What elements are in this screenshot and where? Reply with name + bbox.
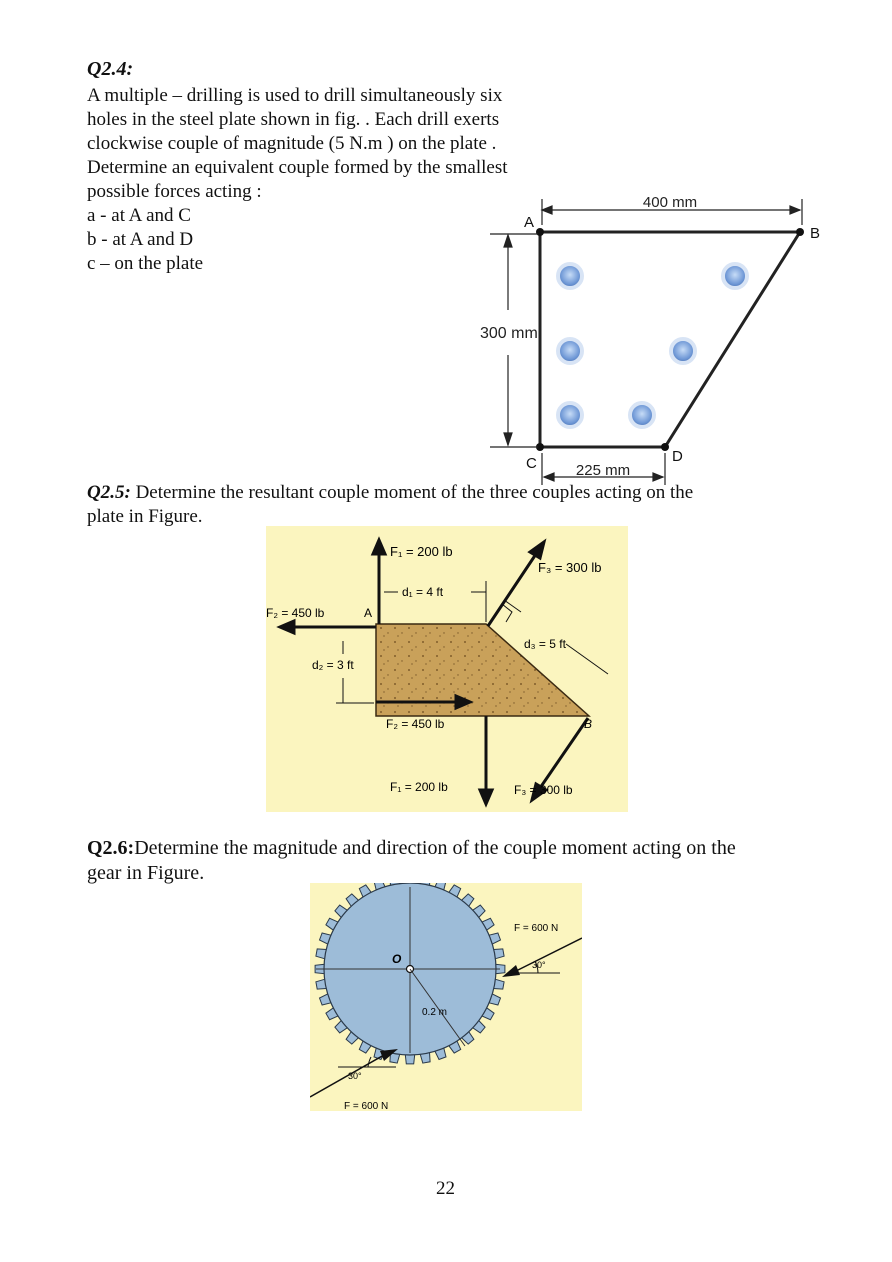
f1-bottom-label: F₁ = 200 lb bbox=[390, 780, 448, 794]
d1-label: d₁ = 4 ft bbox=[402, 585, 444, 599]
angle-top-label: 30° bbox=[532, 960, 546, 970]
d2-label: d₂ = 3 ft bbox=[312, 658, 354, 672]
force-bottom-label: F = 600 N bbox=[344, 1101, 389, 1111]
drill-hole bbox=[723, 264, 747, 288]
drill-hole bbox=[558, 403, 582, 427]
q26-text-line-1: Determine the magnitude and direction of the couple moment acting on the bbox=[134, 837, 736, 859]
gear-radius-label: 0.2 m bbox=[422, 1007, 448, 1018]
f2-bottom-label: F₂ = 450 lb bbox=[386, 717, 445, 731]
q26-text-line-2: gear in Figure. bbox=[87, 862, 205, 884]
dim-400-label: 400 mm bbox=[642, 194, 698, 211]
q24-option-b: b - at A and D bbox=[87, 229, 194, 250]
q25-question bbox=[87, 481, 727, 529]
q24-line-5: possible forces acting : bbox=[87, 181, 262, 202]
point-b-label: B bbox=[810, 225, 821, 242]
q26-title: Q2.6: bbox=[87, 837, 135, 859]
point-b-label-q25: B bbox=[584, 717, 593, 731]
point-d-dot bbox=[661, 443, 669, 451]
f2-left-label: F₂ = 450 lb bbox=[266, 606, 325, 620]
q24-title: Q2.4: bbox=[87, 58, 134, 80]
dim-225-label: 225 mm bbox=[575, 462, 631, 479]
point-a-label-q25: A bbox=[364, 606, 373, 620]
drill-hole bbox=[558, 339, 582, 363]
point-b-dot bbox=[796, 228, 804, 236]
point-d-label: D bbox=[672, 448, 683, 465]
drill-hole bbox=[630, 403, 654, 427]
gear-center-label: O bbox=[392, 952, 402, 966]
q24-line-4: Determine an equivalent couple formed by the smallest bbox=[87, 157, 508, 178]
f1-top-label: F₁ = 200 lb bbox=[390, 544, 453, 559]
q25-plate-figure bbox=[266, 526, 628, 812]
q24-line-3: clockwise couple of magnitude (5 N.m ) on the plate . bbox=[87, 133, 497, 154]
q26-gear-figure bbox=[310, 883, 582, 1111]
point-a-dot bbox=[536, 228, 544, 236]
f3-bottom-label: F₃ = 300 lb bbox=[514, 783, 573, 797]
page-number: 22 bbox=[436, 1178, 455, 1199]
q24-line-1: A multiple – drilling is used to drill simultaneously six bbox=[87, 85, 503, 106]
q24-option-c: c – on the plate bbox=[87, 253, 204, 274]
force-top-label: F = 600 N bbox=[514, 923, 559, 934]
q25-title: Q2.5: bbox=[87, 482, 131, 503]
q26-question bbox=[87, 836, 807, 886]
q24-plate-figure bbox=[430, 185, 830, 485]
angle-bottom-label: 30° bbox=[348, 1071, 362, 1081]
q24-line-2: holes in the steel plate shown in fig. . Each drill exerts bbox=[87, 109, 500, 130]
d3-label: d₃ = 5 ft bbox=[524, 637, 566, 651]
q25-text: Determine the resultant couple moment of the three couples acting on the plate in Figure. bbox=[87, 482, 694, 527]
drill-hole bbox=[671, 339, 695, 363]
dim-300-label: 300 mm bbox=[480, 325, 538, 342]
point-c-label: C bbox=[526, 455, 537, 472]
f3-top-label: F₃ = 300 lb bbox=[538, 560, 602, 575]
q24-option-a: a - at A and C bbox=[87, 205, 191, 226]
drill-hole bbox=[558, 264, 582, 288]
point-a-label: A bbox=[524, 214, 535, 231]
